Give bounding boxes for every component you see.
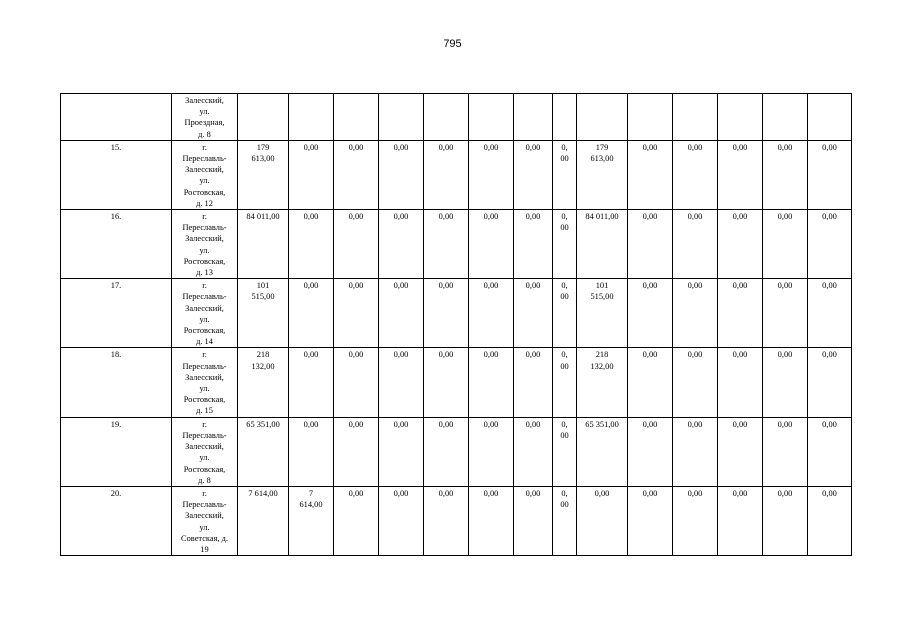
amount-cell: 0,00 (808, 486, 852, 555)
amount-cell: 0,00 (334, 486, 379, 555)
amount-cell: 0,00 (718, 486, 763, 555)
amount-cell: 0,00 (718, 210, 763, 279)
amount-cell (577, 94, 628, 141)
amount-cell: 0,00 (628, 417, 673, 486)
table-row (61, 417, 852, 486)
amount-cell: 0,00 (469, 348, 514, 417)
address-cell: г. Переславль- Залесский, ул. Ростовская, д. 15 (172, 348, 238, 417)
amount-cell: 65 351,00 (577, 417, 628, 486)
amount-cell: 0,00 (514, 348, 553, 417)
amount-cell: 0,00 (718, 417, 763, 486)
table-row (61, 140, 852, 209)
amount-cell: 0,00 (514, 486, 553, 555)
row-number-cell (61, 94, 172, 141)
amount-cell: 0,00 (673, 140, 718, 209)
amount-cell: 0,00 (379, 279, 424, 348)
amount-cell: 0,00 (469, 140, 514, 209)
amount-cell (718, 94, 763, 141)
row-number-cell: 17. (61, 279, 172, 348)
amount-cell: 0,00 (808, 279, 852, 348)
amount-cell: 0,00 (763, 140, 808, 209)
amount-cell: 7 614,00 (289, 486, 334, 555)
table-body (61, 94, 852, 556)
amount-cell: 0, 00 (553, 279, 577, 348)
amount-cell (673, 94, 718, 141)
amount-cell: 0,00 (424, 140, 469, 209)
amount-cell (238, 94, 289, 141)
amount-cell: 0,00 (289, 348, 334, 417)
amount-cell: 0,00 (628, 210, 673, 279)
table-row (61, 210, 852, 279)
row-number-cell: 16. (61, 210, 172, 279)
address-cell: г. Переславль- Залесский, ул. Ростовская, д. 14 (172, 279, 238, 348)
amount-cell: 7 614,00 (238, 486, 289, 555)
amount-cell: 0,00 (673, 417, 718, 486)
amount-cell: 0,00 (379, 486, 424, 555)
amount-cell: 0,00 (808, 210, 852, 279)
amount-cell: 0,00 (628, 279, 673, 348)
table-row (61, 279, 852, 348)
amount-cell: 0,00 (334, 348, 379, 417)
amount-cell: 0,00 (673, 279, 718, 348)
amount-cell: 0,00 (469, 486, 514, 555)
amount-cell: 0,00 (289, 140, 334, 209)
amount-cell: 0,00 (424, 279, 469, 348)
amount-cell (424, 94, 469, 141)
amount-cell: 0,00 (673, 486, 718, 555)
amount-cell: 0,00 (628, 486, 673, 555)
amount-cell: 0,00 (673, 348, 718, 417)
address-cell: Залесский, ул. Проездная, д. 8 (172, 94, 238, 141)
address-cell: г. Переславль- Залесский, ул. Ростовская, д. 8 (172, 417, 238, 486)
amount-cell: 0,00 (379, 140, 424, 209)
amount-cell: 101 515,00 (238, 279, 289, 348)
amount-cell: 0, 00 (553, 417, 577, 486)
amount-cell: 218 132,00 (577, 348, 628, 417)
amount-cell (553, 94, 577, 141)
amount-cell: 0,00 (469, 279, 514, 348)
address-cell: г. Переславль- Залесский, ул. Советская, д. 19 (172, 486, 238, 555)
amount-cell: 0, 00 (553, 486, 577, 555)
amount-cell: 0,00 (424, 348, 469, 417)
amount-cell: 0, 00 (553, 210, 577, 279)
amount-cell: 0,00 (763, 279, 808, 348)
amount-cell (763, 94, 808, 141)
row-number-cell: 18. (61, 348, 172, 417)
amount-cell: 0,00 (469, 417, 514, 486)
row-number-cell: 20. (61, 486, 172, 555)
amount-cell: 0,00 (289, 279, 334, 348)
row-number-cell: 15. (61, 140, 172, 209)
amount-cell: 0,00 (379, 348, 424, 417)
amount-cell: 0,00 (514, 140, 553, 209)
amount-cell: 0,00 (577, 486, 628, 555)
row-number-cell: 19. (61, 417, 172, 486)
amount-cell: 0,00 (334, 140, 379, 209)
amount-cell: 0,00 (424, 486, 469, 555)
amount-cell: 65 351,00 (238, 417, 289, 486)
amount-cell: 0,00 (718, 140, 763, 209)
amount-cell: 0,00 (469, 210, 514, 279)
amount-cell: 0,00 (514, 279, 553, 348)
amount-cell: 0,00 (289, 210, 334, 279)
amount-cell (379, 94, 424, 141)
amount-cell: 0,00 (673, 210, 718, 279)
amount-cell: 0,00 (718, 348, 763, 417)
amount-cell: 0,00 (514, 210, 553, 279)
data-table (60, 93, 852, 556)
amount-cell: 0,00 (379, 210, 424, 279)
amount-cell: 0,00 (424, 210, 469, 279)
amount-cell: 179 613,00 (577, 140, 628, 209)
amount-cell: 84 011,00 (238, 210, 289, 279)
page-number: 795 (443, 38, 462, 50)
address-cell: г. Переславль- Залесский, ул. Ростовская, д. 12 (172, 140, 238, 209)
amount-cell: 0,00 (763, 348, 808, 417)
amount-cell: 0,00 (289, 417, 334, 486)
amount-cell: 0,00 (334, 279, 379, 348)
amount-cell: 0,00 (718, 279, 763, 348)
amount-cell: 84 011,00 (577, 210, 628, 279)
amount-cell: 0,00 (808, 348, 852, 417)
amount-cell: 0, 00 (553, 348, 577, 417)
table-row (61, 348, 852, 417)
amount-cell (289, 94, 334, 141)
amount-cell: 0,00 (628, 140, 673, 209)
amount-cell: 0,00 (763, 210, 808, 279)
amount-cell: 0,00 (628, 348, 673, 417)
amount-cell (808, 94, 852, 141)
amount-cell: 0, 00 (553, 140, 577, 209)
amount-cell: 0,00 (424, 417, 469, 486)
amount-cell: 0,00 (808, 140, 852, 209)
address-cell: г. Переславль- Залесский, ул. Ростовская, д. 13 (172, 210, 238, 279)
amount-cell: 0,00 (808, 417, 852, 486)
amount-cell: 218 132,00 (238, 348, 289, 417)
amount-cell (469, 94, 514, 141)
amount-cell: 0,00 (514, 417, 553, 486)
amount-cell: 179 613,00 (238, 140, 289, 209)
table-row (61, 486, 852, 555)
amount-cell: 0,00 (763, 486, 808, 555)
amount-cell: 0,00 (763, 417, 808, 486)
table-row (61, 94, 852, 141)
amount-cell (628, 94, 673, 141)
amount-cell (514, 94, 553, 141)
amount-cell (334, 94, 379, 141)
amount-cell: 0,00 (379, 417, 424, 486)
amount-cell: 0,00 (334, 417, 379, 486)
amount-cell: 0,00 (334, 210, 379, 279)
amount-cell: 101 515,00 (577, 279, 628, 348)
